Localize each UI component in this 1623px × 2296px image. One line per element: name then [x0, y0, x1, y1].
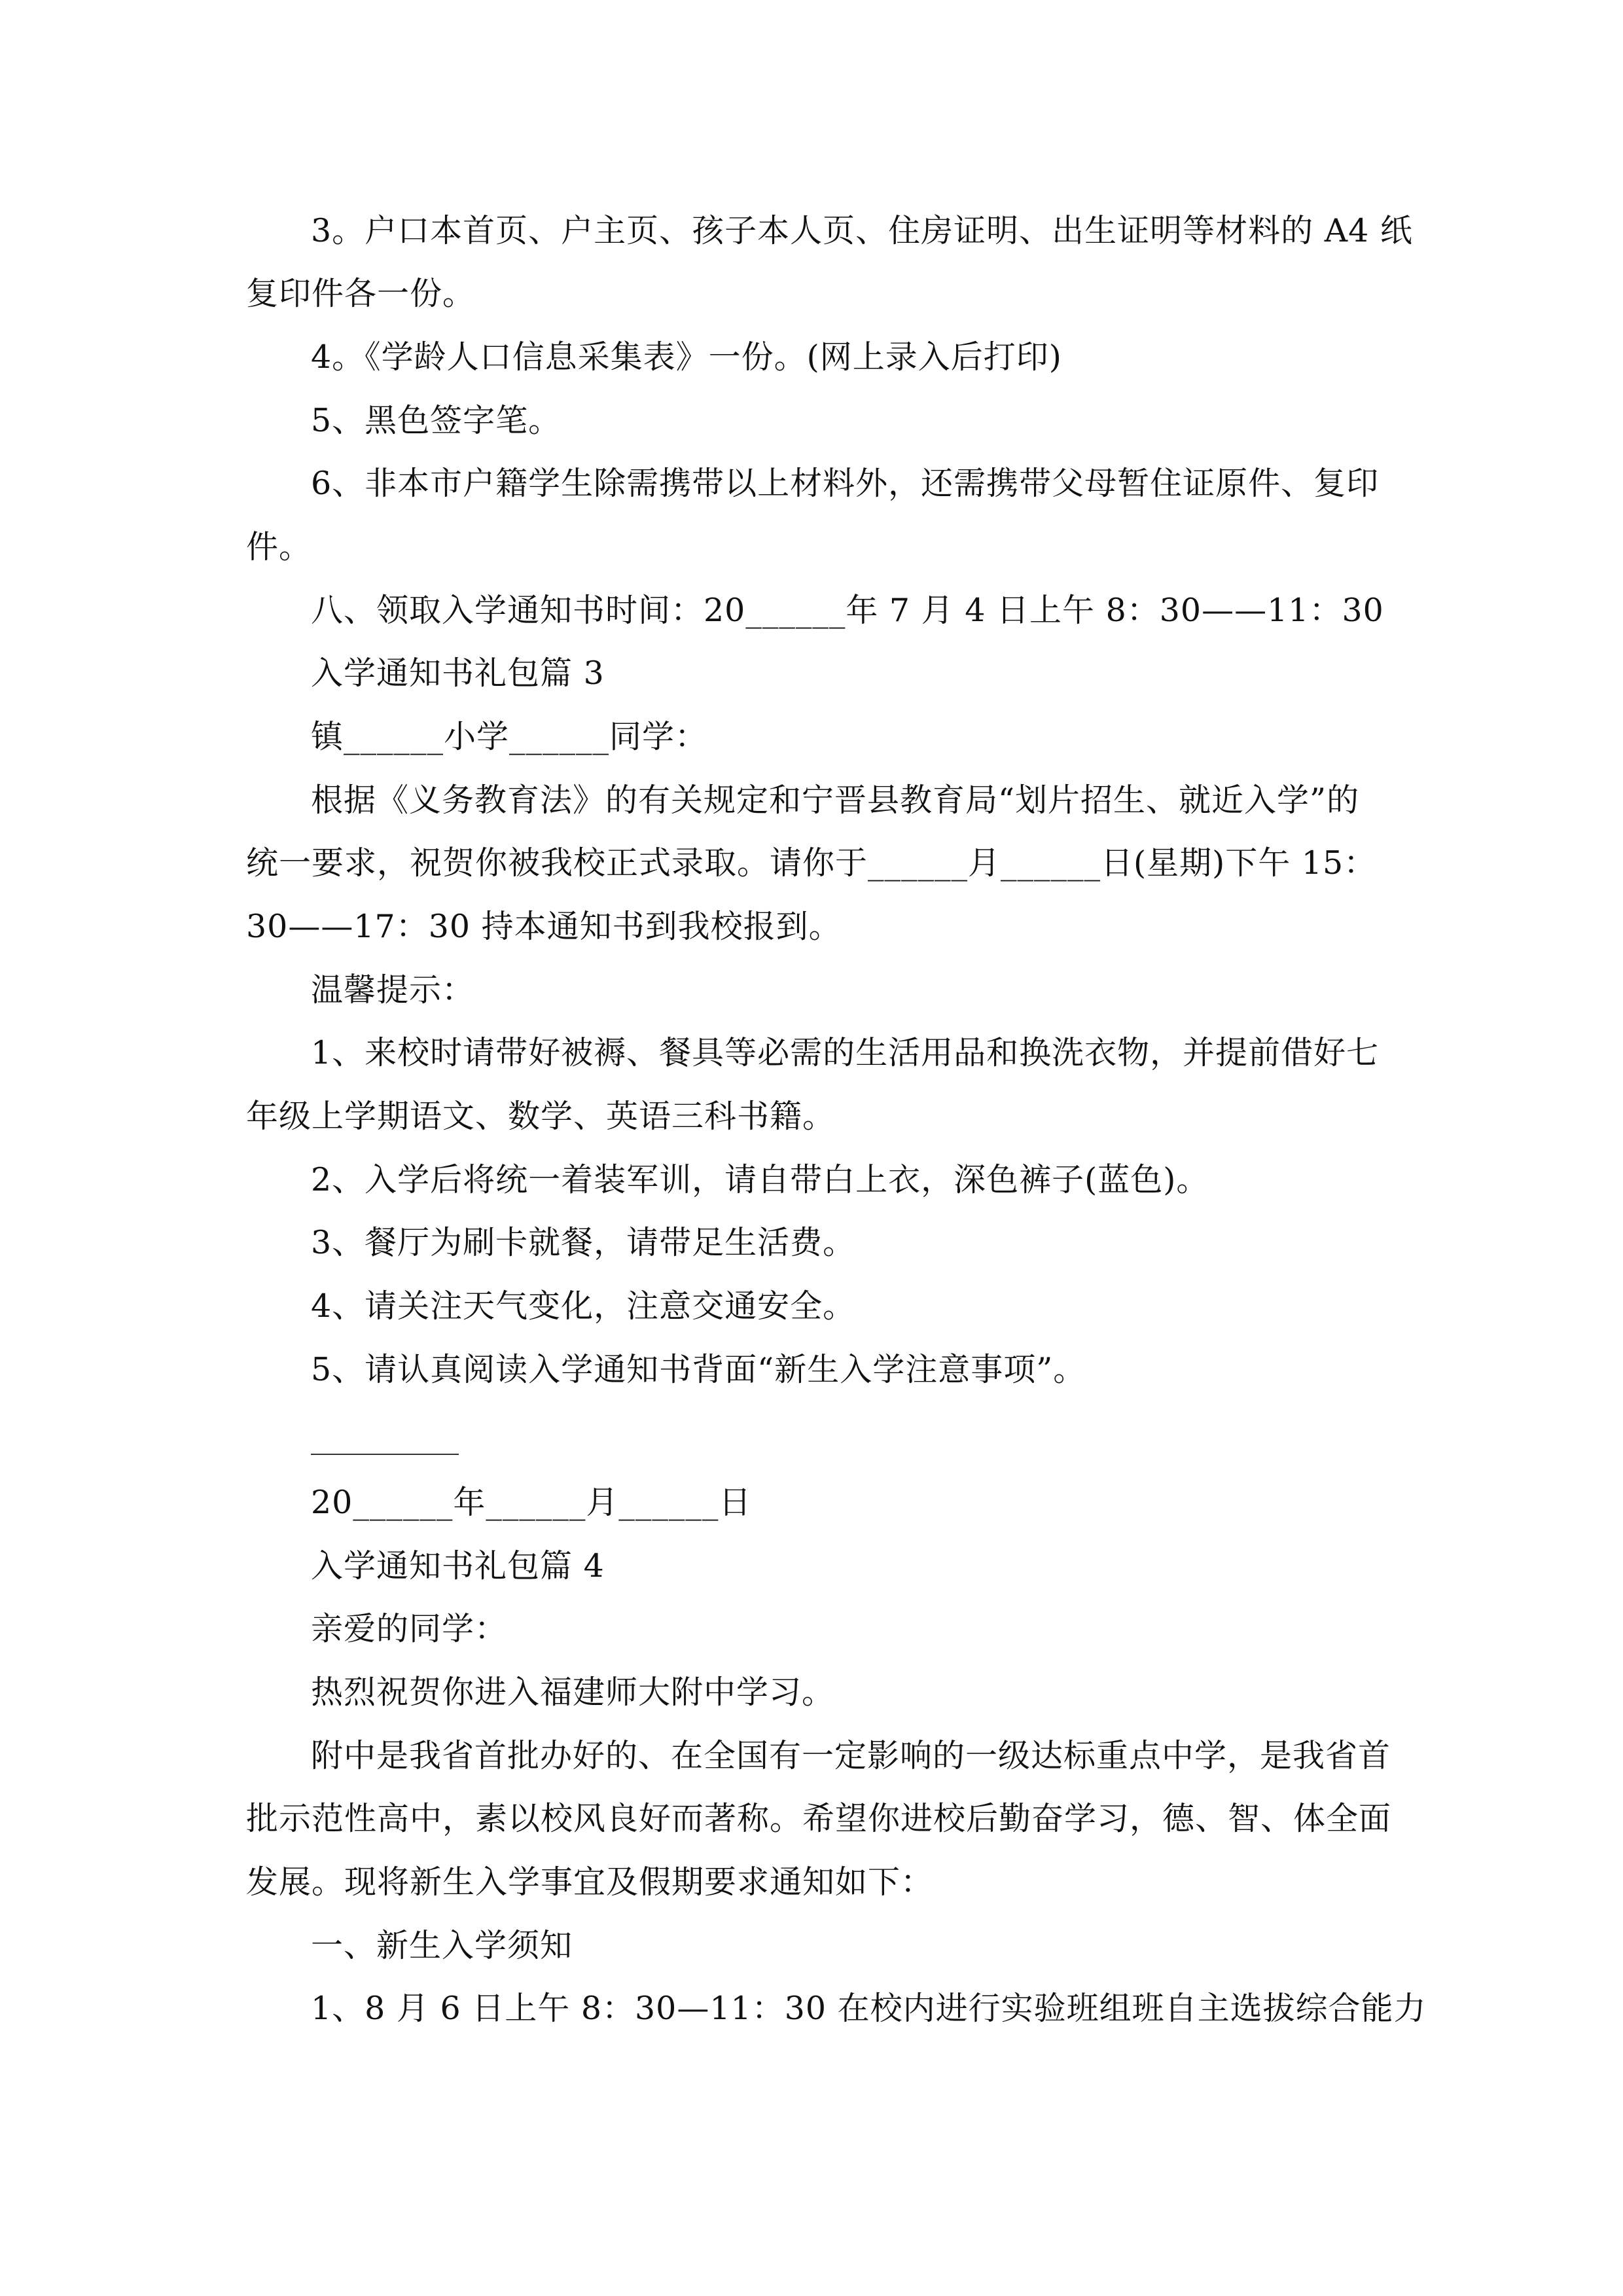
text-line: 统一要求，祝贺你被我校正式录取。请你于______月______日(星期)下午 15： — [246, 844, 1377, 882]
text-line: 附中是我省首批办好的、在全国有一定影响的一级达标重点中学，是我省首 — [311, 1737, 1391, 1774]
text-line: 3。户口本首页、户主页、孩子本人页、住房证明、出生证明等材料的 A4 纸 — [311, 212, 1413, 249]
text-line: 1、8 月 6 日上午 8：30—11：30 在校内进行实验班组班自主选拔综合能力 — [311, 1990, 1427, 2027]
text-line: 发展。现将新生入学事宜及假期要求通知如下： — [246, 1863, 934, 1901]
text-line: 镇______小学______同学： — [311, 718, 708, 755]
text-line: 4、请关注天气变化，注意交通安全。 — [311, 1287, 856, 1325]
text-line: 复印件各一份。 — [246, 275, 476, 312]
signature-line — [311, 1454, 459, 1455]
text-line: 年级上学期语文、数学、英语三科书籍。 — [246, 1098, 836, 1135]
text-line: 2、入学后将统一着装军训，请自带白上衣，深色裤子(蓝色)。 — [311, 1161, 1209, 1198]
text-line: 4。《学龄人口信息采集表》一份。(网上录入后打印) — [311, 338, 1062, 376]
section-heading: 入学通知书礼包篇 3 — [311, 655, 605, 692]
text-line: 30——17：30 持本通知书到我校报到。 — [246, 908, 842, 945]
section-heading: 入学通知书礼包篇 4 — [311, 1547, 605, 1585]
text-line: 温馨提示： — [311, 971, 475, 1009]
text-line: 亲爱的同学： — [311, 1610, 508, 1647]
text-line: 一、新生入学须知 — [311, 1927, 573, 1964]
date-line: 20______年______月______日 — [311, 1484, 752, 1521]
text-line: 3、餐厅为刷卡就餐，请带足生活费。 — [311, 1224, 856, 1261]
text-line: 1、来校时请带好被褥、餐具等必需的生活用品和换洗衣物，并提前借好七 — [311, 1034, 1380, 1071]
text-line: 八、领取入学通知书时间：20______年 7 月 4 日上午 8：30——11：30 — [311, 592, 1384, 629]
text-line: 5、请认真阅读入学通知书背面“新生入学注意事项”。 — [311, 1351, 1086, 1388]
text-line: 批示范性高中，素以校风良好而著称。希望你进校后勤奋学习，德、智、体全面 — [246, 1800, 1392, 1837]
text-line: 热烈祝贺你进入福建师大附中学习。 — [311, 1674, 835, 1711]
text-line: 5、黑色签字笔。 — [311, 402, 562, 439]
text-line: 根据《义务教育法》的有关规定和宁晋县教育局“划片招生、就近入学”的 — [311, 781, 1360, 819]
text-line: 6、非本市户籍学生除需携带以上材料外，还需携带父母暂住证原件、复印 — [311, 465, 1380, 502]
text-line: 件。 — [246, 528, 312, 565]
